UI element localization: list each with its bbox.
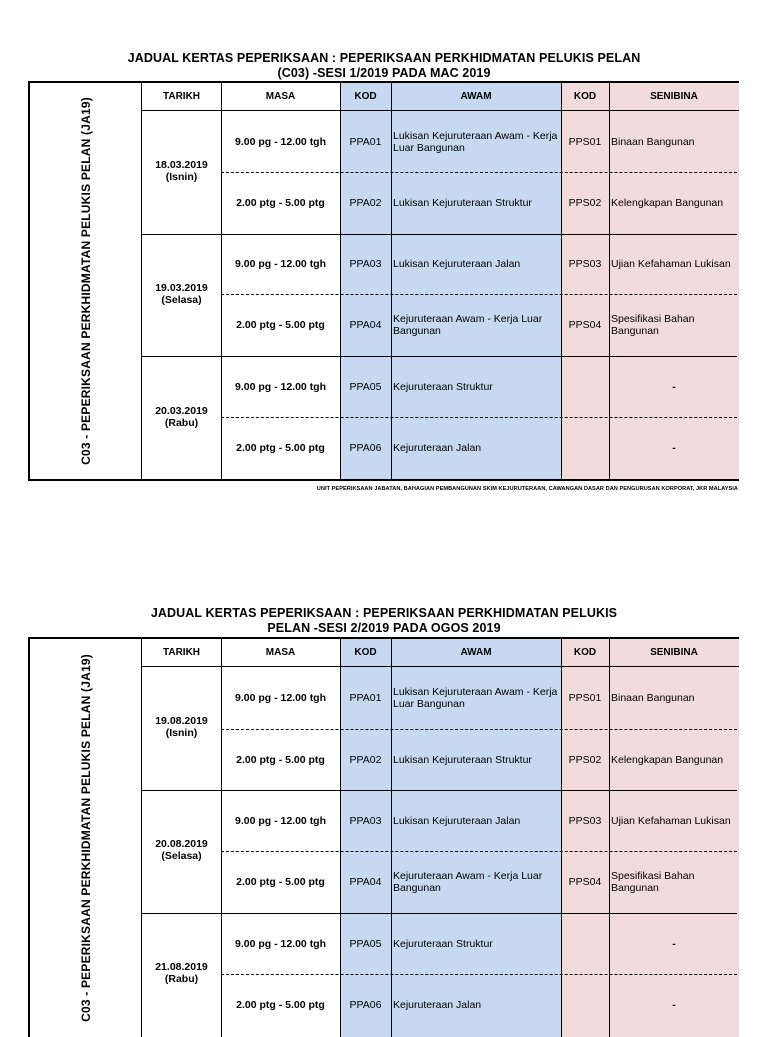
awam-subject-cell: Lukisan Kejuruteraan Awam - Kerja Luar Bangunan xyxy=(393,686,558,710)
header-kod-awam: KOD xyxy=(340,639,391,667)
side-label-column xyxy=(30,83,142,479)
schedule-title xyxy=(0,51,768,81)
header-masa: MASA xyxy=(221,639,340,667)
header-kod-senibina: KOD xyxy=(561,83,609,111)
footer-note: UNIT PEPERIKSAAN JABATAN, BAHAGIAN PEMBANGUNAN SKIM KEJURUTERAAN, CAWANGAN DASAR DAN PENGURUSAN KORPORAT, JKR MALAYSIA xyxy=(316,486,738,492)
senibina-subject-cell: Ujian Kefahaman Lukisan xyxy=(611,258,731,270)
awam-subject-cell: Kejuruteraan Jalan xyxy=(393,442,482,454)
senibina-subject-cell: - xyxy=(672,937,676,950)
title-session-period: PADA MAC 2019 xyxy=(391,66,491,80)
header-kod-awam: KOD xyxy=(340,83,391,111)
kod-senibina-cell: PPS04 xyxy=(568,876,602,888)
kod-awam-cell: PPA02 xyxy=(349,197,382,209)
date-cell: 18.03.2019 (Isnin) xyxy=(155,159,208,183)
awam-subject-cell: Kejuruteraan Struktur xyxy=(393,937,493,950)
senibina-subject-cell: - xyxy=(672,999,676,1011)
date-cell: 20.08.2019 (Selasa) xyxy=(155,838,208,862)
header-tarikh: TARIKH xyxy=(142,639,221,667)
kod-senibina-cell xyxy=(561,974,609,1036)
kod-senibina-cell xyxy=(561,913,609,974)
kod-senibina-cell: PPS03 xyxy=(568,814,602,827)
time-cell: 2.00 ptg - 5.00 ptg xyxy=(236,197,325,209)
kod-awam-cell: PPA06 xyxy=(349,999,382,1011)
date-cell: 20.03.2019 (Rabu) xyxy=(155,405,208,429)
kod-awam-cell: PPA03 xyxy=(349,814,382,827)
awam-subject-cell: Lukisan Kejuruteraan Struktur xyxy=(393,753,532,766)
schedule-title xyxy=(0,606,768,636)
kod-senibina-cell: PPS04 xyxy=(568,319,602,331)
kod-awam-cell: PPA02 xyxy=(349,753,382,766)
kod-awam-cell: PPA06 xyxy=(349,442,382,454)
kod-senibina-cell: PPS01 xyxy=(568,135,602,148)
senibina-subject-cell: Binaan Bangunan xyxy=(611,135,695,148)
time-cell: 9.00 pg - 12.00 tgh xyxy=(234,692,327,704)
awam-subject-cell: Lukisan Kejuruteraan Jalan xyxy=(393,814,521,827)
kod-senibina-cell xyxy=(561,356,609,417)
kod-senibina-cell: PPS02 xyxy=(568,197,602,209)
kod-senibina-cell: PPS02 xyxy=(568,753,602,766)
side-label: C03 - PEPERIKSAAN PERKHIDMATAN PELUKIS PELAN (JA19) xyxy=(79,654,93,1022)
time-cell: 9.00 pg - 12.00 tgh xyxy=(234,380,327,393)
kod-awam-cell: PPA04 xyxy=(349,319,382,331)
time-cell: 9.00 pg - 12.00 tgh xyxy=(234,937,327,950)
date-cell: 19.03.2019 (Selasa) xyxy=(155,282,208,306)
awam-subject-cell: Lukisan Kejuruteraan Jalan xyxy=(393,258,521,270)
header-senibina: SENIBINA xyxy=(609,83,739,111)
title-line-2: PELAN -SESI 2/2019 xyxy=(267,621,393,635)
senibina-subject-cell: Spesifikasi Bahan Bangunan xyxy=(611,870,695,894)
kod-awam-cell: PPA05 xyxy=(349,380,382,393)
title-line-2: (C03) -SESI 1/2019 xyxy=(277,66,392,80)
kod-senibina-cell: PPS01 xyxy=(568,692,602,704)
kod-awam-cell: PPA04 xyxy=(349,876,382,888)
awam-subject-cell: Kejuruteraan Awam - Kerja Luar Bangunan xyxy=(393,870,543,894)
title-line-1: JADUAL KERTAS PEPERIKSAAN : PEPERIKSAAN PERKHIDMATAN PELUKIS xyxy=(150,606,618,620)
senibina-subject-cell: - xyxy=(672,380,676,393)
awam-subject-cell: Kejuruteraan Jalan xyxy=(393,999,482,1011)
title-line-1: JADUAL KERTAS PEPERIKSAAN : PEPERIKSAAN PERKHIDMATAN PELUKIS PELAN xyxy=(127,51,641,65)
header-tarikh: TARIKH xyxy=(142,83,221,111)
header-kod-senibina: KOD xyxy=(561,639,609,667)
time-cell: 2.00 ptg - 5.00 ptg xyxy=(236,319,325,331)
awam-subject-cell: Kejuruteraan Awam - Kerja Luar Bangunan xyxy=(393,313,543,337)
kod-senibina-cell xyxy=(561,417,609,479)
time-cell: 2.00 ptg - 5.00 ptg xyxy=(236,442,325,454)
header-awam: AWAM xyxy=(391,83,561,111)
time-cell: 2.00 ptg - 5.00 ptg xyxy=(236,753,325,766)
awam-subject-cell: Lukisan Kejuruteraan Awam - Kerja Luar Bangunan xyxy=(393,129,558,154)
header-awam: AWAM xyxy=(391,639,561,667)
date-cell: 21.08.2019 (Rabu) xyxy=(155,961,208,985)
senibina-subject-cell: Binaan Bangunan xyxy=(611,692,695,704)
schedule-table xyxy=(28,81,739,481)
senibina-subject-cell: Spesifikasi Bahan Bangunan xyxy=(611,313,695,337)
date-cell: 19.08.2019 (Isnin) xyxy=(155,715,208,739)
senibina-subject-cell: Kelengkapan Bangunan xyxy=(611,197,724,209)
awam-subject-cell: Kejuruteraan Struktur xyxy=(393,380,493,393)
title-session-period: PADA OGOS 2019 xyxy=(392,621,501,635)
schedule-table xyxy=(28,637,739,1037)
kod-senibina-cell: PPS03 xyxy=(568,258,602,270)
time-cell: 9.00 pg - 12.00 tgh xyxy=(234,258,327,270)
side-label-column xyxy=(30,639,142,1037)
kod-awam-cell: PPA03 xyxy=(349,258,382,270)
header-senibina: SENIBINA xyxy=(609,639,739,667)
time-cell: 9.00 pg - 12.00 tgh xyxy=(234,814,327,827)
time-cell: 9.00 pg - 12.00 tgh xyxy=(234,135,327,148)
time-cell: 2.00 ptg - 5.00 ptg xyxy=(236,999,325,1011)
kod-awam-cell: PPA01 xyxy=(349,135,382,148)
kod-awam-cell: PPA01 xyxy=(349,692,382,704)
kod-awam-cell: PPA05 xyxy=(349,937,382,950)
side-label: C03 - PEPERIKSAAN PERKHIDMATAN PELUKIS PELAN (JA19) xyxy=(79,97,93,465)
awam-subject-cell: Lukisan Kejuruteraan Struktur xyxy=(393,197,532,209)
senibina-subject-cell: Kelengkapan Bangunan xyxy=(611,753,724,766)
time-cell: 2.00 ptg - 5.00 ptg xyxy=(236,876,325,888)
senibina-subject-cell: Ujian Kefahaman Lukisan xyxy=(611,814,731,827)
senibina-subject-cell: - xyxy=(672,442,676,454)
header-masa: MASA xyxy=(221,83,340,111)
